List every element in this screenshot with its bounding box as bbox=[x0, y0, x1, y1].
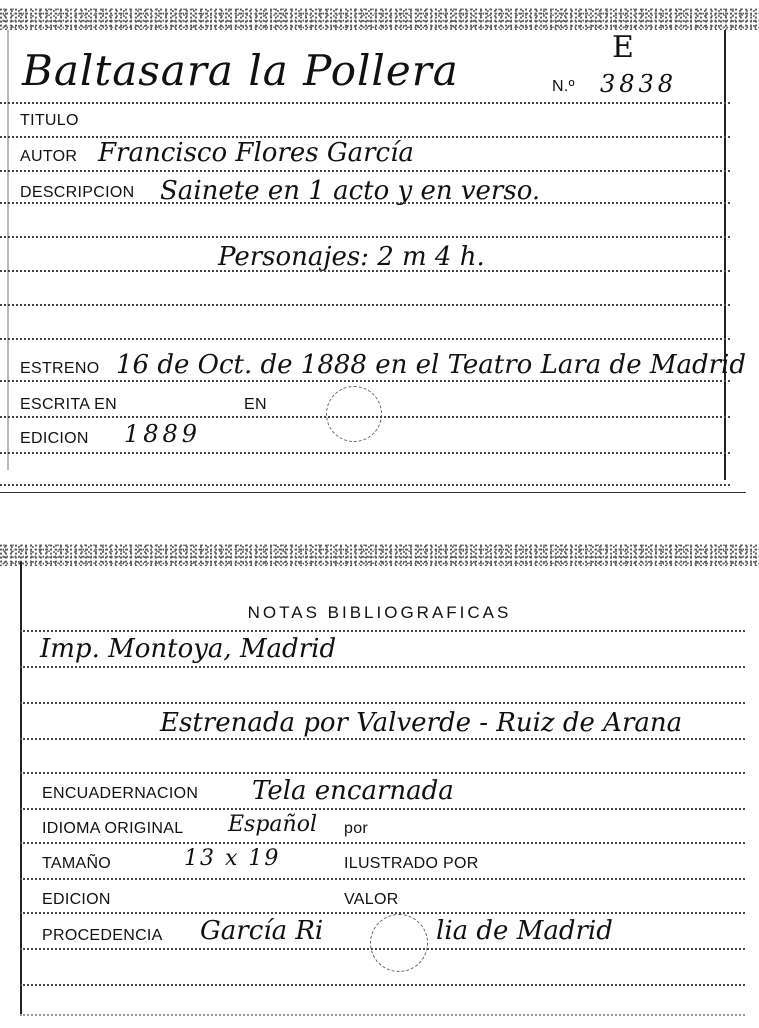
ilustrado-label: ILUSTRADO POR bbox=[344, 855, 479, 872]
estreno-value: 16 de Oct. de 1888 en el Teatro Lara de Madrid bbox=[116, 350, 747, 380]
edicion-value: 1889 bbox=[124, 420, 202, 448]
notes-rule-4 bbox=[20, 772, 745, 774]
notas-heading: NOTAS BIBLIOGRAFICAS bbox=[247, 603, 512, 622]
catalog-card-front bbox=[0, 0, 759, 495]
card-right-border bbox=[724, 30, 726, 480]
personajes-value: Personajes: 2 m 4 h. bbox=[218, 242, 485, 272]
title-handwritten: Baltasara la Pollera bbox=[22, 46, 459, 95]
notes-line-2: Estrenada por Valverde - Ruiz de Arana bbox=[160, 708, 683, 738]
bottom-rule bbox=[0, 484, 730, 486]
en-label: EN bbox=[244, 396, 267, 413]
valor-label: VALOR bbox=[344, 891, 399, 908]
estreno-rule bbox=[0, 380, 730, 382]
number-label: N.º bbox=[552, 78, 575, 95]
edicion-rule-2 bbox=[20, 912, 745, 914]
descripcion-rule bbox=[0, 202, 730, 204]
punch-hole-2 bbox=[370, 914, 428, 972]
blank-rule-3 bbox=[0, 304, 730, 306]
idioma-rule bbox=[20, 842, 745, 844]
catalog-card-back bbox=[0, 540, 759, 1028]
idioma-value: Español bbox=[228, 812, 317, 837]
escrita-en-label: ESCRITA EN bbox=[20, 396, 117, 413]
blank-rule-4 bbox=[0, 338, 730, 340]
card-bottom-line bbox=[20, 1014, 745, 1016]
tamano-label: TAMAÑO bbox=[42, 855, 112, 872]
encuadernacion-value: Tela encarnada bbox=[252, 776, 454, 806]
edicion-label-2: EDICION bbox=[42, 891, 111, 908]
notes-rule-last bbox=[20, 984, 745, 986]
tamano-value: 13 x 19 bbox=[184, 846, 281, 871]
notes-rule-3 bbox=[20, 738, 745, 740]
autor-rule bbox=[0, 170, 730, 172]
edicion-rule bbox=[0, 452, 730, 454]
notes-rule-1 bbox=[20, 666, 745, 668]
notes-rule-2 bbox=[20, 702, 745, 704]
notes-line-1: Imp. Montoya, Madrid bbox=[40, 634, 337, 664]
card-left-border bbox=[7, 30, 9, 470]
procedencia-value-a: García Ri bbox=[200, 916, 324, 946]
card-bottom-edge-speckle bbox=[0, 544, 759, 566]
procedencia-label: PROCEDENCIA bbox=[42, 927, 163, 944]
autor-label: AUTOR bbox=[20, 148, 78, 165]
encuadernacion-label: ENCUADERNACION bbox=[42, 785, 199, 802]
idioma-label: IDIOMA ORIGINAL bbox=[42, 820, 184, 837]
escrita-rule bbox=[0, 416, 730, 418]
card-top-edge-speckle bbox=[0, 8, 759, 30]
punch-hole bbox=[326, 386, 382, 442]
tamano-rule bbox=[20, 878, 745, 880]
titulo-label: TITULO bbox=[20, 112, 79, 129]
blank-rule-2 bbox=[0, 270, 730, 272]
notes-rule-0 bbox=[20, 630, 745, 632]
number-value: 3838 bbox=[600, 70, 678, 98]
procedencia-value-b: lia de Madrid bbox=[436, 916, 613, 946]
por-label: por bbox=[344, 820, 369, 837]
descripcion-value: Sainete en 1 acto y en verso. bbox=[160, 176, 541, 206]
estreno-label: ESTRENO bbox=[20, 360, 100, 377]
procedencia-rule bbox=[20, 948, 745, 950]
title-rule bbox=[0, 102, 730, 104]
card-bottom-edge bbox=[0, 492, 746, 493]
blank-rule-1 bbox=[0, 236, 730, 238]
corner-mark: E bbox=[612, 30, 634, 65]
descripcion-label: DESCRIPCION bbox=[20, 184, 135, 201]
encuadernacion-rule bbox=[20, 808, 745, 810]
edicion-label: EDICION bbox=[20, 430, 89, 447]
autor-value: Francisco Flores García bbox=[98, 138, 414, 168]
